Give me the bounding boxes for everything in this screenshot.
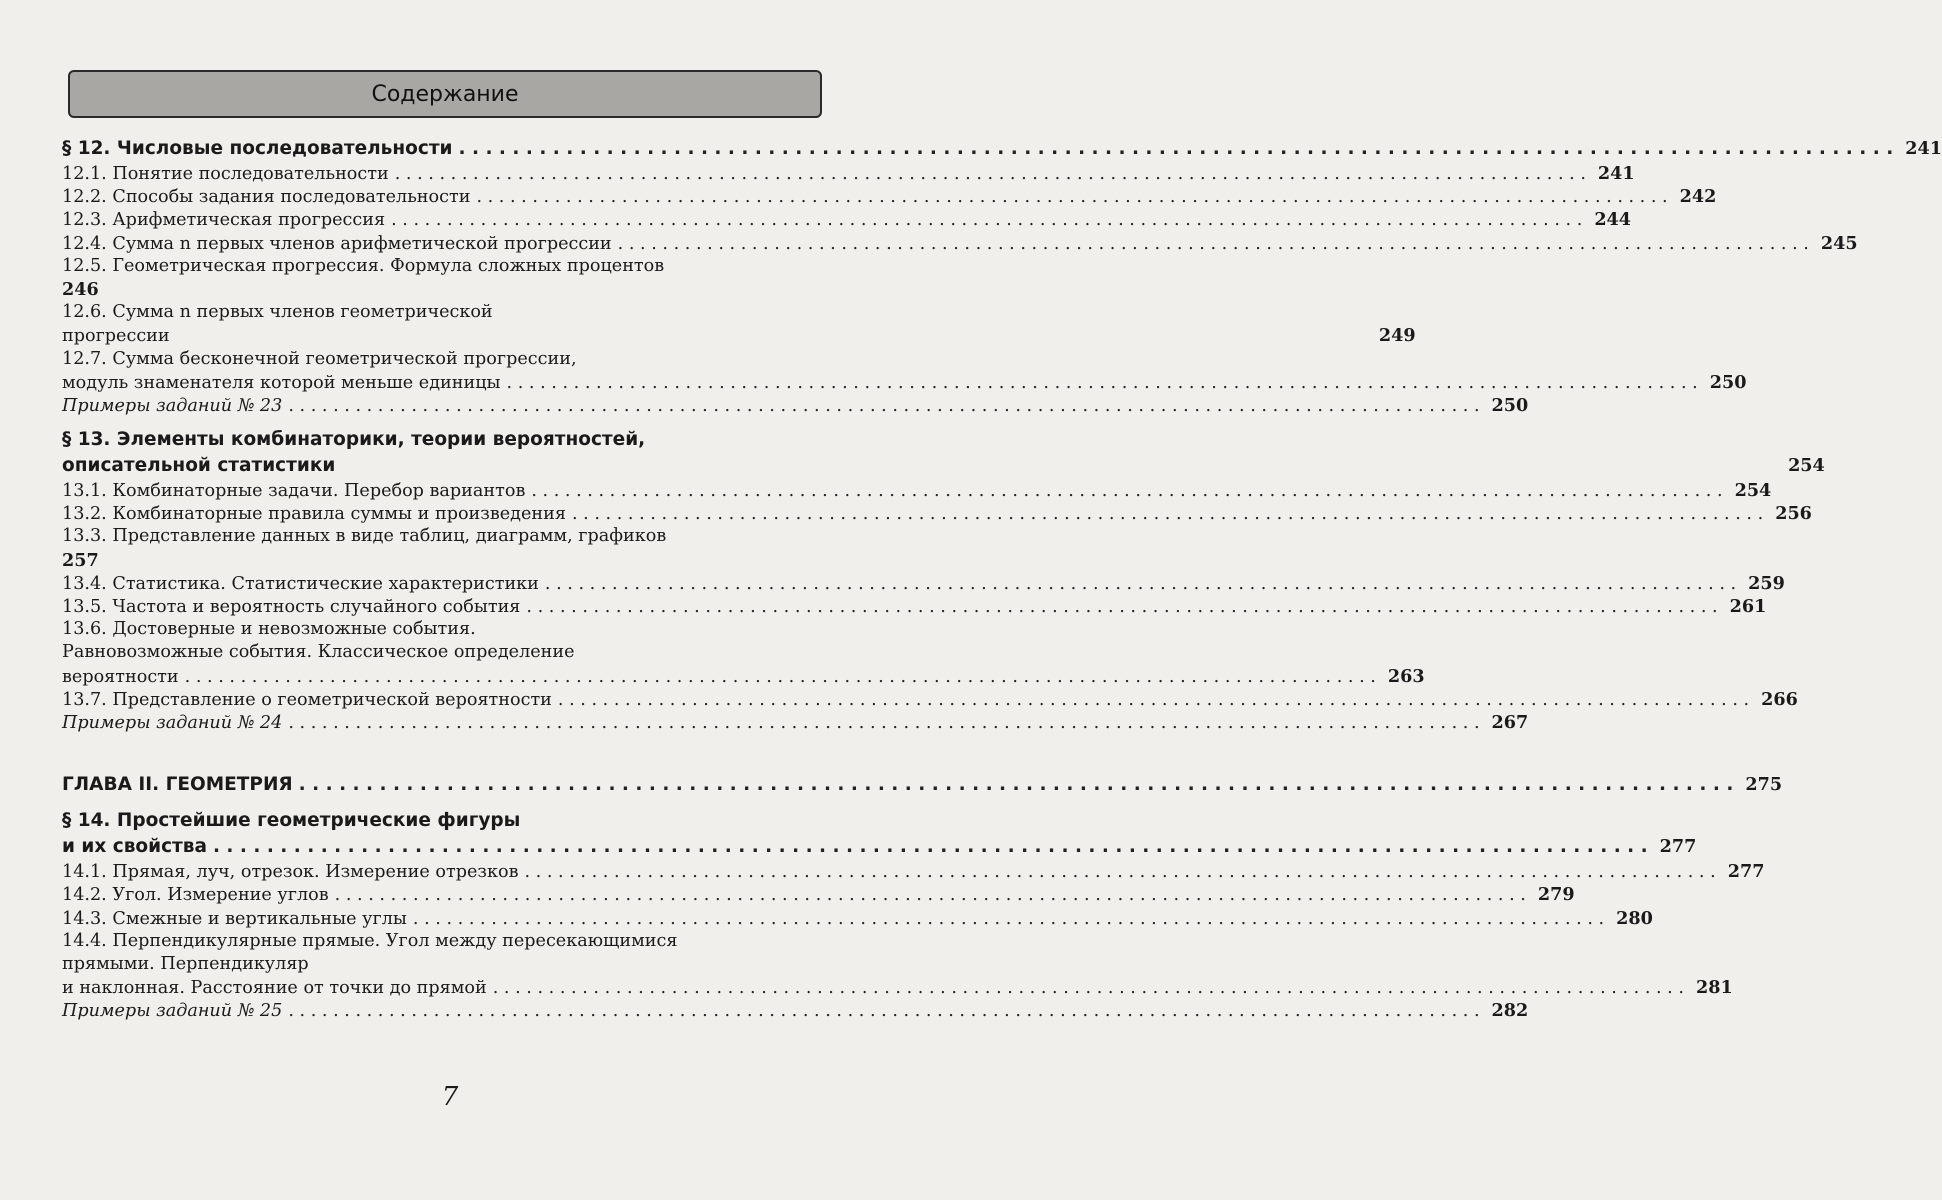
toc-entry-page: 246: [62, 278, 99, 300]
toc-entry-title: 13.1. Комбинаторные задачи. Перебор вариантов: [62, 481, 526, 502]
toc-entry-s14[interactable]: [62, 808, 1697, 860]
leader-dots: [299, 772, 1734, 798]
leader-dots: [395, 163, 1586, 186]
leader-dots: [391, 209, 1582, 232]
toc-entry-title: 12.5. Геометрическая прогрессия. Формула сложных процентов: [62, 255, 665, 276]
toc-entry-12-3[interactable]: [62, 208, 1632, 231]
toc-entry-14-4[interactable]: [62, 930, 1733, 1000]
leader-dots: [507, 372, 1698, 395]
leader-dots: [288, 395, 1479, 418]
toc-entry-13-2[interactable]: [62, 502, 1812, 525]
toc-entry-title-line: и наклонная. Расстояние от точки до прямой: [62, 978, 487, 999]
toc-entry-examples-23[interactable]: [62, 394, 1529, 417]
leader-dots: [288, 712, 1479, 735]
toc-entry-13-4[interactable]: [62, 572, 1785, 595]
toc-entry-page: 250: [1709, 371, 1747, 393]
contents-header-title: Содержание: [371, 81, 519, 107]
leader-dots: [545, 573, 1736, 596]
toc-entry-chapter-2[interactable]: [62, 772, 1783, 798]
leader-dots: [213, 834, 1648, 860]
toc-entry-13-6[interactable]: [62, 618, 1425, 688]
page-number: 7: [441, 1082, 459, 1112]
leader-dots: [531, 480, 1722, 503]
toc-entry-title: 14.1. Прямая, луч, отрезок. Измерение отрезков: [62, 862, 519, 883]
toc-entry-12-7[interactable]: [62, 348, 1747, 394]
toc-entry-13-1[interactable]: [62, 479, 1772, 502]
toc-entry-title: 13.3. Представление данных в виде таблиц, диаграмм, графиков: [62, 526, 667, 547]
toc-entry-page: 261: [1729, 596, 1767, 617]
toc-entry-page: 279: [1537, 884, 1575, 906]
toc-entry-title: 12.1. Понятие последовательности: [62, 164, 389, 184]
leader-dots: [493, 977, 1684, 1000]
toc-entry-title-line: описательной статистики: [62, 455, 336, 477]
toc-entry-12-5[interactable]: [62, 255, 824, 301]
toc-entry-12-1[interactable]: [62, 162, 1635, 185]
toc-entry-page: 275: [1745, 774, 1783, 796]
leader-dots: [526, 596, 1717, 619]
toc-entry-page: 244: [1594, 209, 1632, 231]
toc-entry-page: 242: [1679, 186, 1717, 208]
toc-entry-page: 281: [1695, 977, 1733, 999]
leader-dots: [618, 233, 1809, 256]
toc-entry-page: 241: [1597, 163, 1635, 184]
leader-dots: [335, 884, 1526, 907]
toc-entry-title: 14.3. Смежные и вертикальные углы: [62, 908, 407, 929]
toc-entry-title-line: прогрессии: [62, 326, 170, 347]
toc-entry-title: 14.2. Угол. Измерение углов: [62, 885, 329, 906]
toc-entry-title-line: модуль знаменателя которой меньше единицы: [62, 372, 501, 393]
table-of-contents: [62, 136, 1942, 1022]
toc-entry-page: 282: [1491, 1000, 1529, 1022]
toc-entry-page: 245: [1820, 232, 1858, 254]
toc-entry-title: Примеры заданий № 23: [62, 395, 283, 416]
toc-entry-page: 241: [1905, 138, 1942, 159]
toc-entry-13-3[interactable]: [62, 525, 824, 571]
toc-entry-title: Примеры заданий № 24: [62, 712, 283, 733]
toc-entry-12-6[interactable]: [62, 301, 1416, 347]
toc-entry-page: 249: [1378, 325, 1416, 347]
leader-dots: [525, 861, 1716, 884]
toc-entry-page: 250: [1491, 394, 1529, 416]
toc-entry-title: 13.2. Комбинаторные правила суммы и произведения: [62, 504, 566, 525]
toc-entry-title-line: вероятности: [62, 666, 179, 687]
toc-entry-title-line: 12.7. Сумма бесконечной геометрической прогрессии,: [62, 348, 577, 369]
toc-entry-s12[interactable]: [62, 136, 1942, 162]
toc-entry-12-2[interactable]: [62, 185, 1717, 208]
toc-entry-page: 256: [1775, 503, 1812, 525]
toc-entry-title-line: § 14. Простейшие геометрические фигуры: [62, 810, 521, 832]
toc-entry-page: 277: [1727, 861, 1765, 883]
toc-entry-title-line: и их свойства: [62, 836, 207, 858]
toc-entry-title: 13.5. Частота и вероятность случайного события: [62, 597, 521, 617]
toc-entry-14-1[interactable]: [62, 860, 1765, 883]
toc-entry-page: 254: [1734, 480, 1772, 502]
toc-entry-page: 254: [1788, 455, 1825, 477]
toc-entry-examples-24[interactable]: [62, 711, 1529, 734]
toc-entry-title-line: § 13. Элементы комбинаторики, теории вероятностей,: [62, 429, 646, 451]
toc-entry-page: 267: [1491, 711, 1529, 733]
toc-entry-title: ГЛАВА II. ГЕОМЕТРИЯ: [62, 774, 293, 796]
toc-entry-title: 12.2. Способы задания последовательности: [62, 187, 471, 208]
toc-entry-title-line: 13.6. Достоверные и невозможные события.: [62, 619, 476, 640]
leader-dots: [476, 186, 1667, 209]
toc-entry-page: 280: [1616, 907, 1653, 929]
toc-entry-examples-25[interactable]: [62, 999, 1529, 1022]
leader-dots: [288, 1000, 1479, 1023]
toc-entry-14-3[interactable]: [62, 907, 1653, 930]
toc-entry-page: 266: [1761, 688, 1798, 710]
toc-entry-page: 259: [1748, 572, 1785, 594]
contents-header: [68, 70, 822, 118]
toc-entry-page: 257: [62, 549, 99, 571]
toc-entry-page: 277: [1659, 836, 1697, 858]
toc-entry-title-line: Равновозможные события. Классическое определение: [62, 642, 575, 663]
toc-entry-title: 12.4. Сумма n первых членов арифметической прогрессии: [62, 233, 612, 254]
toc-entry-s13[interactable]: [62, 427, 1825, 479]
toc-entry-title-line: прямыми. Перпендикуляр: [62, 953, 309, 974]
toc-entry-12-4[interactable]: [62, 232, 1858, 255]
toc-entry-title: 13.7. Представление о геометрической вероятности: [62, 689, 552, 710]
toc-entry-13-7[interactable]: [62, 688, 1798, 711]
leader-dots: [558, 689, 1749, 712]
toc-entry-title: Примеры заданий № 25: [62, 1001, 283, 1022]
leader-dots: [185, 666, 1376, 689]
leader-dots: [459, 136, 1894, 162]
toc-entry-title: 13.4. Статистика. Статистические характеристики: [62, 573, 539, 594]
toc-entry-title: 12.3. Арифметическая прогрессия: [62, 210, 386, 231]
leader-dots: [572, 503, 1763, 526]
toc-entry-title-line: 12.6. Сумма n первых членов геометрической: [62, 302, 493, 323]
toc-entry-14-2[interactable]: [62, 883, 1575, 906]
toc-entry-13-5[interactable]: [62, 595, 1767, 618]
toc-entry-title: § 12. Числовые последовательности: [62, 138, 453, 159]
toc-entry-title-line: 14.4. Перпендикулярные прямые. Угол между пересекающимися: [62, 930, 678, 951]
toc-entry-page: 263: [1387, 665, 1425, 687]
leader-dots: [413, 908, 1604, 931]
